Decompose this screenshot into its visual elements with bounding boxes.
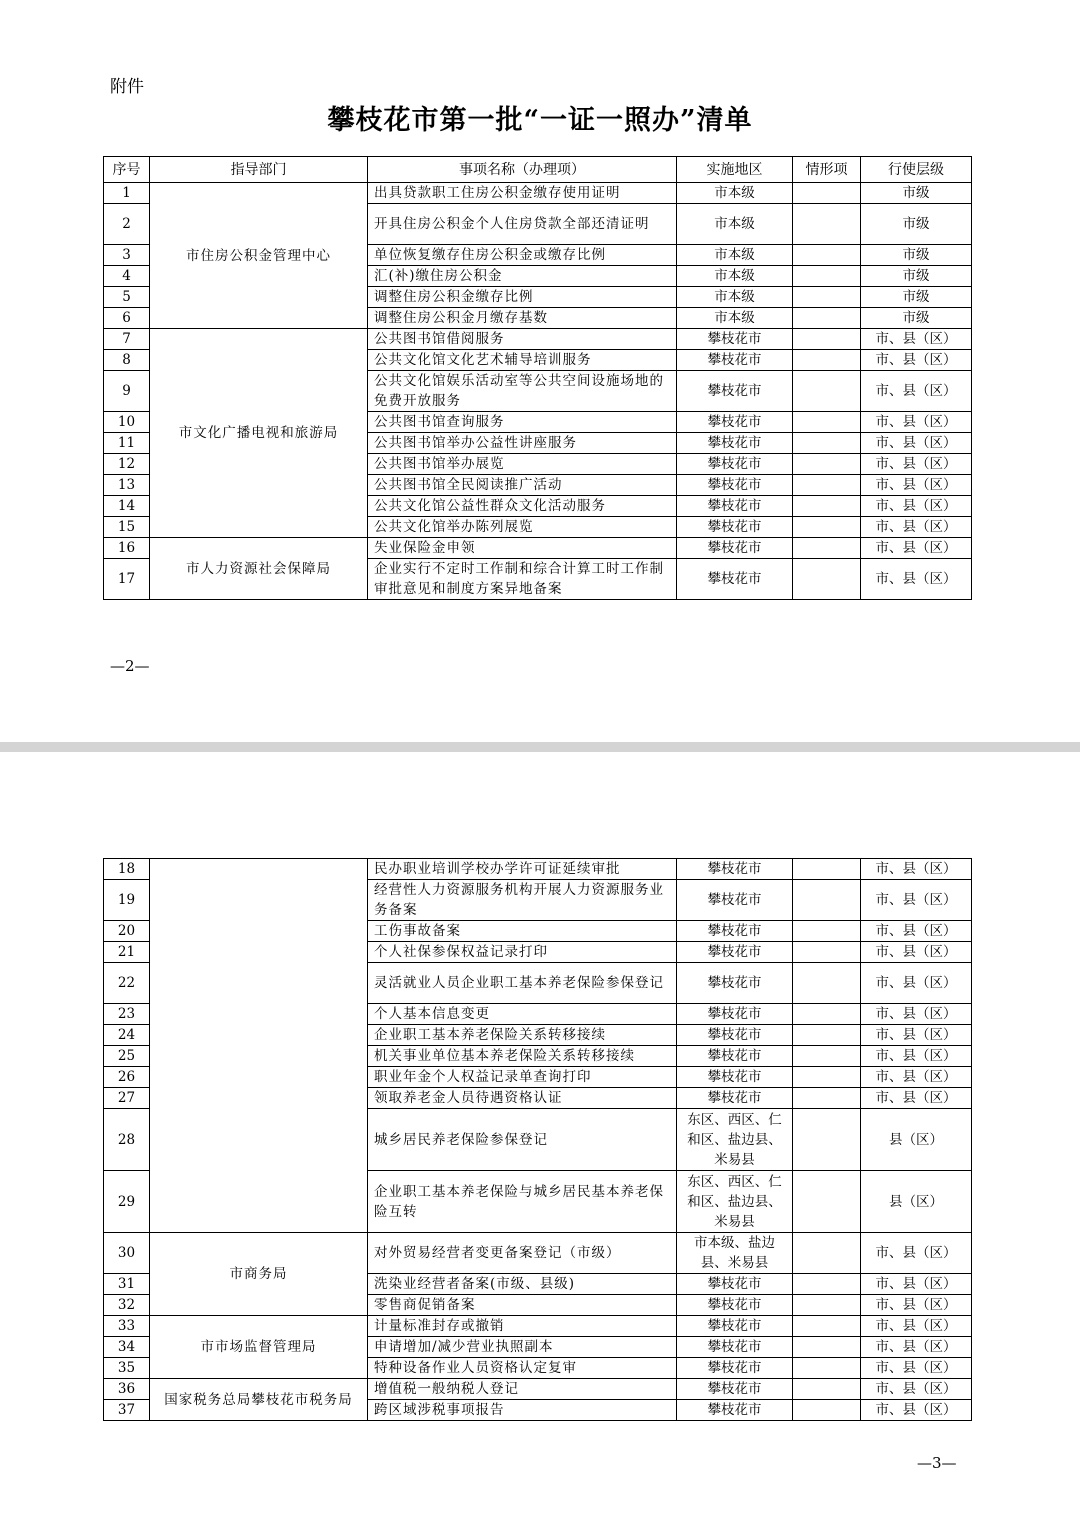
situation-cell [793,433,861,454]
situation-cell [793,371,861,412]
implementation-area: 攀枝花市 [677,921,793,942]
situation-cell [793,350,861,371]
implementation-area: 攀枝花市 [677,859,793,880]
exercise-level: 市、县（区） [861,517,972,538]
row-number: 1 [104,183,150,204]
department-cell: 市文化广播电视和旅游局 [150,329,368,538]
exercise-level: 市、县（区） [861,1233,972,1274]
situation-cell [793,559,861,600]
implementation-area: 攀枝花市 [677,1400,793,1421]
exercise-level: 市、县（区） [861,1046,972,1067]
table-row [104,859,972,880]
implementation-area: 攀枝花市 [677,538,793,559]
row-number: 33 [104,1316,150,1337]
implementation-area: 东区、西区、仁和区、盐边县、米易县 [677,1109,793,1171]
attachment-label: 附件 [110,77,144,97]
exercise-level: 市级 [861,204,972,245]
header-situation: 情形项 [793,157,861,183]
row-number: 10 [104,412,150,433]
table-row [104,183,972,204]
exercise-level: 市、县（区） [861,475,972,496]
item-name: 申请增加/减少营业执照副本 [368,1337,677,1358]
exercise-level: 市、县（区） [861,350,972,371]
item-name: 灵活就业人员企业职工基本养老保险参保登记 [368,963,677,1004]
situation-cell [793,538,861,559]
exercise-level: 市、县（区） [861,1400,972,1421]
exercise-level: 市、县（区） [861,1295,972,1316]
exercise-level: 市、县（区） [861,454,972,475]
document-page-2 [0,0,1080,742]
implementation-area: 攀枝花市 [677,371,793,412]
row-number: 18 [104,859,150,880]
implementation-area: 攀枝花市 [677,517,793,538]
item-name: 公共文化馆文化艺术辅导培训服务 [368,350,677,371]
item-name: 零售商促销备案 [368,1295,677,1316]
situation-cell [793,1004,861,1025]
row-number: 32 [104,1295,150,1316]
row-number: 3 [104,245,150,266]
exercise-level: 市、县（区） [861,412,972,433]
item-name: 企业实行不定时工作制和综合计算工时工作制审批意见和制度方案异地备案 [368,559,677,600]
implementation-area: 市本级 [677,266,793,287]
item-name: 企业职工基本养老保险与城乡居民基本养老保险互转 [368,1171,677,1233]
item-name: 企业职工基本养老保险关系转移接续 [368,1025,677,1046]
department-cell: 市住房公积金管理中心 [150,183,368,329]
department-cell: 市人力资源社会保障局 [150,538,368,600]
row-number: 14 [104,496,150,517]
row-number: 8 [104,350,150,371]
exercise-level: 市、县（区） [861,1025,972,1046]
exercise-level: 市级 [861,183,972,204]
row-number: 31 [104,1274,150,1295]
situation-cell [793,859,861,880]
exercise-level: 县（区） [861,1109,972,1171]
item-name: 失业保险金申领 [368,538,677,559]
item-name: 对外贸易经营者变更备案登记（市级） [368,1233,677,1274]
table-row [104,1233,972,1274]
exercise-level: 市、县（区） [861,1358,972,1379]
exercise-level: 市、县（区） [861,329,972,350]
item-name: 公共图书馆举办公益性讲座服务 [368,433,677,454]
item-name: 个人社保参保权益记录打印 [368,942,677,963]
implementation-area: 攀枝花市 [677,412,793,433]
implementation-area: 攀枝花市 [677,1067,793,1088]
table-row [104,538,972,559]
row-number: 6 [104,308,150,329]
implementation-area: 攀枝花市 [677,1358,793,1379]
implementation-area: 攀枝花市 [677,1025,793,1046]
page-separator [0,742,1080,752]
situation-cell [793,1233,861,1274]
situation-cell [793,1337,861,1358]
implementation-area: 市本级 [677,308,793,329]
item-name: 公共文化馆娱乐活动室等公共空间设施场地的免费开放服务 [368,371,677,412]
list-table-part-1 [103,156,972,600]
implementation-area: 攀枝花市 [677,454,793,475]
exercise-level: 市、县（区） [861,559,972,600]
implementation-area: 攀枝花市 [677,433,793,454]
row-number: 24 [104,1025,150,1046]
situation-cell [793,475,861,496]
exercise-level: 市、县（区） [861,859,972,880]
exercise-level: 市、县（区） [861,921,972,942]
row-number: 4 [104,266,150,287]
implementation-area: 攀枝花市 [677,1046,793,1067]
row-number: 9 [104,371,150,412]
row-number: 2 [104,204,150,245]
implementation-area: 攀枝花市 [677,1274,793,1295]
situation-cell [793,266,861,287]
row-number: 13 [104,475,150,496]
item-name: 公共图书馆借阅服务 [368,329,677,350]
situation-cell [793,921,861,942]
exercise-level: 市、县（区） [861,371,972,412]
situation-cell [793,1274,861,1295]
situation-cell [793,942,861,963]
implementation-area: 市本级、盐边县、米易县 [677,1233,793,1274]
exercise-level: 市级 [861,245,972,266]
item-name: 职业年金个人权益记录单查询打印 [368,1067,677,1088]
situation-cell [793,1088,861,1109]
item-name: 公共图书馆全民阅读推广活动 [368,475,677,496]
row-number: 30 [104,1233,150,1274]
situation-cell [793,1067,861,1088]
implementation-area: 攀枝花市 [677,1004,793,1025]
item-name: 公共文化馆举办陈列展览 [368,517,677,538]
exercise-level: 市、县（区） [861,496,972,517]
row-number: 19 [104,880,150,921]
situation-cell [793,454,861,475]
item-name: 汇(补)缴住房公积金 [368,266,677,287]
exercise-level: 市、县（区） [861,880,972,921]
implementation-area: 市本级 [677,183,793,204]
table-body-part-1 [104,183,972,600]
exercise-level: 市级 [861,266,972,287]
situation-cell [793,1025,861,1046]
table-header-row [104,157,972,183]
implementation-area: 市本级 [677,287,793,308]
page-number: —2— [110,657,150,675]
header-level: 行使层级 [861,157,972,183]
item-name: 跨区域涉税事项报告 [368,1400,677,1421]
situation-cell [793,329,861,350]
table-body-part-2 [104,859,972,1421]
item-name: 单位恢复缴存住房公积金或缴存比例 [368,245,677,266]
implementation-area: 攀枝花市 [677,1295,793,1316]
list-table-part-2 [103,858,972,1421]
page-number: —3— [917,1454,957,1472]
item-name: 调整住房公积金月缴存基数 [368,308,677,329]
implementation-area: 攀枝花市 [677,475,793,496]
item-name: 公共文化馆公益性群众文化活动服务 [368,496,677,517]
row-number: 20 [104,921,150,942]
exercise-level: 市、县（区） [861,1004,972,1025]
header-no: 序号 [104,157,150,183]
row-number: 35 [104,1358,150,1379]
exercise-level: 市、县（区） [861,1337,972,1358]
row-number: 17 [104,559,150,600]
header-item: 事项名称（办理项） [368,157,677,183]
situation-cell [793,183,861,204]
situation-cell [793,1316,861,1337]
row-number: 21 [104,942,150,963]
item-name: 个人基本信息变更 [368,1004,677,1025]
implementation-area: 攀枝花市 [677,329,793,350]
item-name: 机关事业单位基本养老保险关系转移接续 [368,1046,677,1067]
header-area: 实施地区 [677,157,793,183]
item-name: 洗染业经营者备案(市级、县级) [368,1274,677,1295]
row-number: 11 [104,433,150,454]
situation-cell [793,496,861,517]
situation-cell [793,204,861,245]
table-row [104,1379,972,1400]
situation-cell [793,245,861,266]
implementation-area: 攀枝花市 [677,942,793,963]
exercise-level: 市、县（区） [861,1274,972,1295]
department-cell [150,859,368,1233]
situation-cell [793,517,861,538]
row-number: 36 [104,1379,150,1400]
table-row [104,329,972,350]
item-name: 城乡居民养老保险参保登记 [368,1109,677,1171]
situation-cell [793,412,861,433]
implementation-area: 攀枝花市 [677,963,793,1004]
row-number: 27 [104,1088,150,1109]
item-name: 增值税一般纳税人登记 [368,1379,677,1400]
row-number: 15 [104,517,150,538]
row-number: 22 [104,963,150,1004]
situation-cell [793,287,861,308]
situation-cell [793,1171,861,1233]
item-name: 开具住房公积金个人住房贷款全部还清证明 [368,204,677,245]
implementation-area: 攀枝花市 [677,496,793,517]
exercise-level: 市、县（区） [861,1088,972,1109]
row-number: 28 [104,1109,150,1171]
exercise-level: 市、县（区） [861,942,972,963]
implementation-area: 攀枝花市 [677,1088,793,1109]
item-name: 计量标准封存或撤销 [368,1316,677,1337]
implementation-area: 攀枝花市 [677,880,793,921]
table-row [104,1316,972,1337]
exercise-level: 市、县（区） [861,433,972,454]
implementation-area: 攀枝花市 [677,350,793,371]
implementation-area: 攀枝花市 [677,1337,793,1358]
exercise-level: 市、县（区） [861,1316,972,1337]
situation-cell [793,1295,861,1316]
item-name: 工伤事故备案 [368,921,677,942]
situation-cell [793,1109,861,1171]
situation-cell [793,1046,861,1067]
implementation-area: 东区、西区、仁和区、盐边县、米易县 [677,1171,793,1233]
implementation-area: 市本级 [677,245,793,266]
department-cell: 国家税务总局攀枝花市税务局 [150,1379,368,1421]
exercise-level: 市、县（区） [861,963,972,1004]
exercise-level: 市级 [861,287,972,308]
situation-cell [793,880,861,921]
exercise-level: 市、县（区） [861,538,972,559]
situation-cell [793,308,861,329]
item-name: 领取养老金人员待遇资格认证 [368,1088,677,1109]
item-name: 特种设备作业人员资格认定复审 [368,1358,677,1379]
row-number: 25 [104,1046,150,1067]
exercise-level: 市、县（区） [861,1379,972,1400]
implementation-area: 攀枝花市 [677,1379,793,1400]
row-number: 7 [104,329,150,350]
exercise-level: 县（区） [861,1171,972,1233]
implementation-area: 市本级 [677,204,793,245]
row-number: 34 [104,1337,150,1358]
header-dept: 指导部门 [150,157,368,183]
item-name: 公共图书馆举办展览 [368,454,677,475]
situation-cell [793,1379,861,1400]
row-number: 37 [104,1400,150,1421]
implementation-area: 攀枝花市 [677,1316,793,1337]
item-name: 民办职业培训学校办学许可证延续审批 [368,859,677,880]
row-number: 23 [104,1004,150,1025]
situation-cell [793,963,861,1004]
row-number: 5 [104,287,150,308]
exercise-level: 市、县（区） [861,1067,972,1088]
implementation-area: 攀枝花市 [677,559,793,600]
row-number: 16 [104,538,150,559]
row-number: 12 [104,454,150,475]
item-name: 调整住房公积金缴存比例 [368,287,677,308]
item-name: 经营性人力资源服务机构开展人力资源服务业务备案 [368,880,677,921]
situation-cell [793,1358,861,1379]
row-number: 26 [104,1067,150,1088]
document-title: 攀枝花市第一批“一证一照办”清单 [327,105,753,136]
department-cell: 市市场监督管理局 [150,1316,368,1379]
item-name: 出具贷款职工住房公积金缴存使用证明 [368,183,677,204]
row-number: 29 [104,1171,150,1233]
situation-cell [793,1400,861,1421]
department-cell: 市商务局 [150,1233,368,1316]
exercise-level: 市级 [861,308,972,329]
item-name: 公共图书馆查询服务 [368,412,677,433]
